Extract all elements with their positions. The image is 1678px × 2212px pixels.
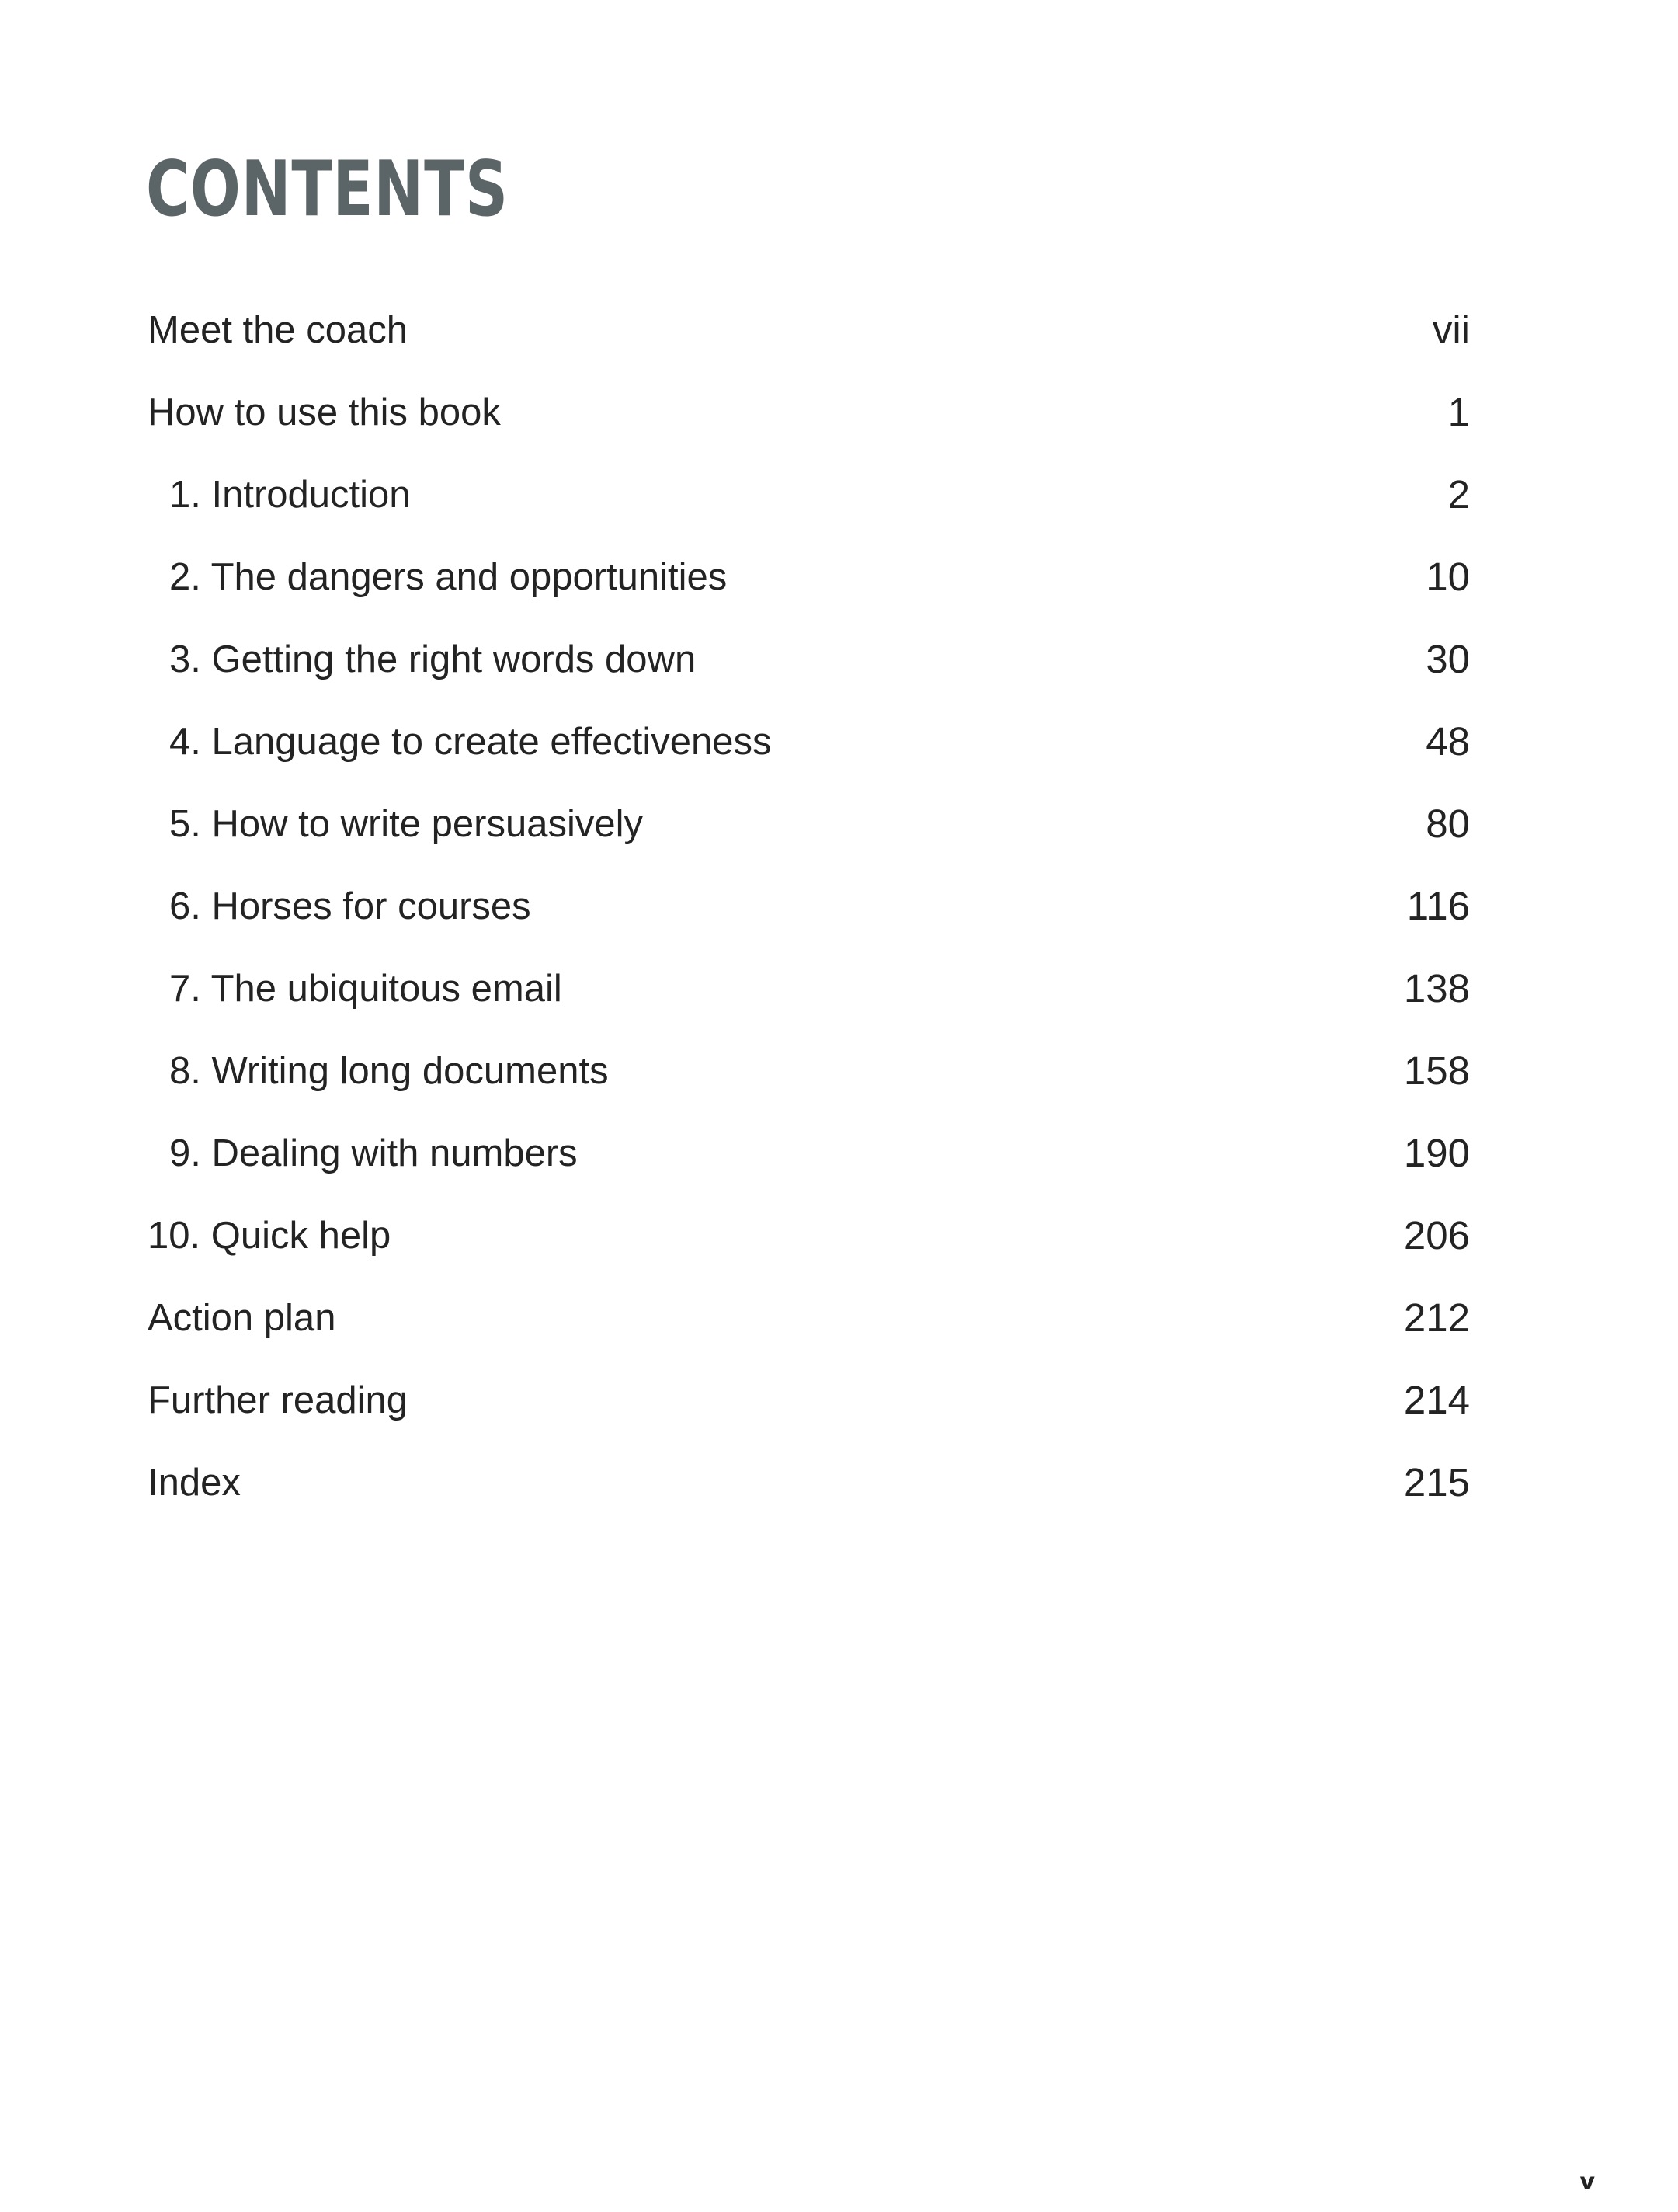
toc-entry: [0, 371, 1678, 454]
toc-entry: [0, 1112, 1678, 1195]
toc-entry-page: 2: [1447, 472, 1470, 516]
page-number: v: [1579, 2169, 1595, 2196]
toc-entry: [0, 1195, 1678, 1277]
toc-entry-label: 3. Getting the right words down: [169, 638, 697, 680]
toc-entry-label: How to use this book: [148, 391, 501, 433]
toc-entry-label: Action plan: [148, 1297, 336, 1339]
toc-entry-label: Index: [148, 1462, 241, 1504]
toc-entry: [0, 701, 1678, 783]
toc-entry-page: 116: [1406, 884, 1470, 928]
toc-entry: [0, 1030, 1678, 1112]
toc-entry-label: 6. Horses for courses: [169, 885, 531, 927]
toc-entry-label: 8. Writing long documents: [169, 1050, 609, 1092]
toc-entry-page: 215: [1403, 1460, 1470, 1504]
toc-entry-page: 138: [1403, 966, 1470, 1010]
toc-entry: [0, 1442, 1678, 1524]
toc-entry-label: 1. Introduction: [169, 474, 411, 516]
toc-entry: [0, 618, 1678, 701]
toc-entry-label: 7. The ubiquitous email: [169, 968, 562, 1010]
toc-entry-page: 48: [1426, 719, 1470, 763]
toc-entry-page: 80: [1426, 802, 1470, 846]
toc-entry-page: 206: [1403, 1213, 1470, 1257]
toc-entry: [0, 948, 1678, 1030]
toc-entry: [0, 865, 1678, 948]
toc-entry-label: 2. The dangers and opportunities: [169, 556, 728, 598]
toc-entry-page: vii: [1432, 308, 1470, 352]
toc-entry-label: 10. Quick help: [148, 1215, 391, 1257]
toc-entry: [0, 1277, 1678, 1359]
toc-entry-page: 158: [1403, 1049, 1470, 1093]
toc-entry: [0, 454, 1678, 536]
toc-entry-page: 214: [1403, 1378, 1470, 1422]
toc-entry-page: 30: [1426, 637, 1470, 681]
toc-entry: [0, 289, 1678, 371]
toc-entry: [0, 1359, 1678, 1442]
toc-entry: [0, 783, 1678, 865]
toc-entry-page: 190: [1403, 1131, 1470, 1175]
toc-entry: [0, 536, 1678, 618]
toc-entry-page: 1: [1447, 390, 1470, 434]
toc-entry-label: 4. Language to create effectiveness: [169, 721, 772, 763]
toc-entry-label: Meet the coach: [148, 309, 408, 351]
toc-entry-label: Further reading: [148, 1379, 408, 1421]
toc-entry-label: 9. Dealing with numbers: [169, 1132, 578, 1174]
toc-entry-page: 212: [1403, 1296, 1470, 1340]
page-title: CONTENTS: [146, 145, 509, 234]
toc-entry-label: 5. How to write persuasively: [169, 803, 644, 845]
toc-entry-page: 10: [1426, 555, 1470, 599]
